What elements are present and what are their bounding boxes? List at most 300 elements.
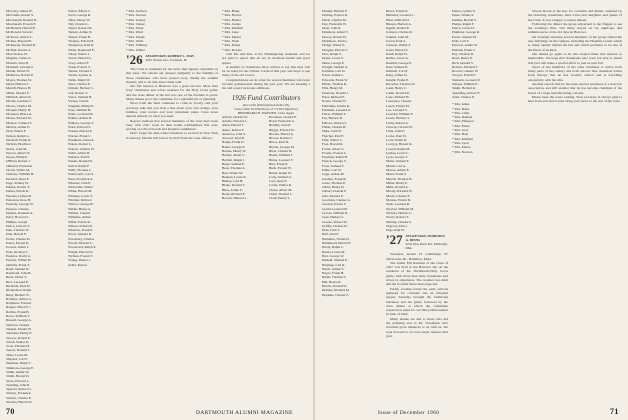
- list-item: Ray, Thomas D.: [452, 51, 474, 56]
- list-item: McDonald, Stewart: [6, 30, 33, 35]
- list-item: Boyd, Frederick S.: [269, 118, 295, 123]
- class-year: '26: [126, 51, 143, 67]
- paragraph: News of the members of the class continues to arrive from many parts of the country and from abroad. One classmate writes from Europe that he has recently retired and is travelling extensively with his wife.: [528, 64, 622, 82]
- list-item: Turner, Lyman A.: [68, 73, 93, 78]
- list-item: Bowen, Herbert L.: [222, 196, 248, 201]
- list-item: Taber, Henry W.: [68, 17, 91, 22]
- list-item: * Mrs. Kimball: [452, 136, 473, 141]
- list-item: Wright, Harold W.: [68, 249, 94, 254]
- list-item: Marshall, Lawrence: [6, 64, 34, 69]
- list-item: Mitchell, Albert R.: [6, 94, 32, 99]
- list-item: Fletcher, Paul E.: [322, 133, 345, 138]
- list-item: Gould, Leonard H.: [322, 206, 348, 211]
- list-item: Mills, Donald A.: [386, 185, 409, 190]
- list-item: Lane, Richard H.: [386, 94, 410, 99]
- list-item: Welch, Ralph F.: [68, 163, 90, 168]
- fund-subtitle-1: plus Gifts (Participation Index 93): [242, 102, 290, 107]
- list-item: Wilcox, George B.: [68, 202, 94, 207]
- list-item: Graves, William R.: [322, 210, 349, 215]
- paragraph: On Saturday morning several members of the group visited the new buildings on the campus, including the Hopkins Center which is rising rapidly behind the Inn and which promises to be one of the finest of its kind.: [528, 34, 622, 52]
- list-item: Sawyer, Robert E.: [6, 335, 31, 340]
- list-item: Clark, Henry S.: [269, 196, 291, 201]
- paragraph: Reports indicate that several members of the class have been busy with civic work in their home communities this year, serving on school boards and hospital committees.: [126, 118, 218, 132]
- list-item: White, Harold M.: [68, 189, 93, 194]
- list-item: Thomas, Edwin H.: [68, 39, 94, 44]
- class-heading-1927: [386, 234, 448, 251]
- list-item: Platt, Harold F.: [6, 232, 27, 237]
- list-item: Packard, Dean E.: [6, 176, 30, 181]
- list-item: Ames, Robert F.: [222, 127, 245, 132]
- list-item: Fellows, Robert S.: [322, 120, 348, 125]
- list-item: Vance, Samuel B.: [68, 94, 93, 99]
- left-class-1926-column: [126, 9, 218, 405]
- list-item: Little, John E.: [386, 129, 406, 134]
- list-item: Dean, John R.: [322, 26, 342, 31]
- list-item: * Mrs. Ward: [126, 30, 143, 35]
- list-item: Eastman, Carl D.: [322, 69, 346, 74]
- list-item: Chase, Albert M.: [269, 187, 293, 192]
- list-item: Page, Paul H.: [386, 228, 405, 233]
- list-item: Morgan, Henry H.: [6, 107, 31, 112]
- list-item: Drake, Lewis S.: [322, 56, 344, 61]
- class-year: '27: [386, 232, 403, 248]
- list-item: Hubbard, Leonard C.: [386, 13, 415, 18]
- list-item: Stark, Charles E.: [452, 94, 475, 99]
- list-item: Brown, Robert C.: [269, 136, 294, 141]
- list-item: Macdonald, Ronald D.: [6, 17, 37, 22]
- right-class-notes-column: [528, 9, 622, 405]
- list-item: Merrill, Thomas H.: [386, 176, 413, 181]
- list-item: McKenzie, Donald R.: [6, 43, 36, 48]
- list-item: Roberts, Richard T.: [452, 64, 479, 69]
- list-item: Bush, Everett H.: [269, 166, 292, 171]
- list-item: Burke, William J.: [269, 153, 293, 158]
- fund-contributors-title: 1926 Fund Contributors: [231, 93, 301, 102]
- list-item: Atwood, Paul R.: [222, 136, 245, 141]
- class-secretary: SECRETARY, ROBERT L. MAY: [145, 53, 195, 58]
- list-item: Bates, Samuel P.: [222, 161, 245, 166]
- list-item: Moody, Richard W.: [386, 189, 413, 194]
- list-item: Willard, Chester: [68, 210, 91, 215]
- list-item: Child, Thomas L.: [269, 191, 293, 196]
- list-item: * Mrs. Nash: [222, 39, 239, 44]
- list-item: Morrison, Bruce A.: [6, 112, 33, 117]
- list-item: Elliott, Thomas R.: [322, 82, 347, 87]
- list-item: Bliss, Arthur F.: [222, 187, 243, 192]
- list-item: Olmsted, Frederick: [6, 163, 33, 168]
- list-item: Willis, Edwin R.: [68, 219, 91, 224]
- list-item: Estes, Richard F.: [322, 94, 345, 99]
- right-names-column-1: [322, 9, 382, 405]
- list-item: Scott, Thomas H.: [6, 344, 30, 349]
- list-item: Porter, Samuel M.: [452, 34, 477, 39]
- list-item: * Mrs. Mason: [222, 34, 241, 39]
- list-item: Sutton, Elbert C.: [68, 9, 91, 13]
- list-item: Norton, Albert W.: [6, 150, 31, 155]
- list-item: Harris, Lewis M.: [322, 249, 346, 254]
- list-item: * Mrs. Parker: [222, 43, 241, 48]
- list-item: Knowles, Thomas W.: [386, 82, 416, 87]
- list-item: Lovejoy, Harold D.: [386, 142, 413, 147]
- list-item: Maguire, James A.: [6, 56, 32, 61]
- list-item: Frost, Samuel T.: [322, 163, 345, 168]
- fund-list-left: [222, 115, 263, 201]
- list-item: * Mrs. Wells: [126, 39, 144, 44]
- paragraph: Please keep the notes coming. Your secretary is always glad to hear from you and to pass along your news to the rest of the class.: [528, 94, 622, 104]
- list-item: * Mrs. Morse: [452, 145, 471, 150]
- list-item: Walker, Arthur R.: [68, 116, 93, 121]
- list-item: Osborne, William H.: [6, 172, 35, 177]
- list-item: * Mrs. Lyon: [452, 140, 469, 145]
- list-item: Kendall, George E.: [386, 60, 413, 65]
- list-item: Bartlett, Ralph J.: [222, 157, 245, 162]
- list-item: Lyon, George T.: [386, 155, 408, 160]
- fund-contributors-list: [222, 115, 310, 201]
- list-item: Pike, Thomas W.: [6, 228, 30, 233]
- list-item: Tyler, Charles E.: [68, 82, 91, 87]
- list-item: Gardner, Frank R.: [322, 176, 347, 181]
- list-item: Saunders, Henry P.: [6, 331, 32, 336]
- paragraph: Treasurer, Robert H. Cummings, 87 Silverstone Dr., Hamilton, Mass.: [386, 252, 448, 261]
- list-item: Edwards, Frank W.: [322, 77, 348, 82]
- list-item: Stearns, Charles P.: [6, 395, 32, 400]
- paragraph: The Class is saddened by the news that appears elsewhere in this issue. We extend our deepest sympathy to the families of those classmates who have passed away during the autumn months, and to all who knew them well.: [126, 66, 218, 84]
- list-item: Hussey, Herbert A.: [386, 21, 412, 26]
- list-item: Whitcomb, Walter: [68, 185, 93, 190]
- list-item: Dewey, Robert H.: [322, 34, 347, 39]
- list-item: McKee, Bayard H.: [6, 39, 32, 44]
- list-item: Hammond, Harold E.: [322, 241, 352, 246]
- list-item: Weeks, Donald R.: [68, 159, 93, 164]
- class-heading-1926: [126, 51, 218, 67]
- list-item: Lyman, Lewis C.: [386, 150, 410, 155]
- memorial-list-2: [222, 9, 310, 52]
- class-secretary-address: 4901 Warren Ave., Evanston, Ill.: [145, 57, 188, 62]
- list-item: Hopkins, Chester F.: [322, 292, 349, 297]
- list-item: Nichols, Herbert C.: [386, 210, 413, 215]
- paragraph: The fourth Fall Reunion of the Class of 1927 was held at the Hanover Inn on the weekend of the Dartmouth–Holy Cross game, with more than sixty classmates and wives in attendance. The weather was kind and the football better than expected.: [386, 260, 448, 287]
- list-item: Butler, Ralph W.: [269, 170, 292, 175]
- list-item: Peabody, George W.: [6, 202, 34, 207]
- list-item: Miller, Donald E.: [6, 90, 30, 95]
- list-item: Waters, Robert L.: [68, 142, 92, 147]
- list-item: * Mrs. Lane: [222, 30, 239, 35]
- list-item: Greene, Robert W.: [322, 219, 348, 224]
- list-item: Jones, Harold T.: [386, 47, 409, 52]
- list-item: Fiske, John W.: [322, 129, 342, 134]
- list-item: O'Brien, Robert J.: [6, 159, 31, 164]
- list-item: Cady, Samuel G.: [269, 174, 292, 179]
- list-item: Tobey, Walter J.: [68, 51, 90, 56]
- list-item: Zeller, Paul A.: [68, 262, 88, 267]
- list-item: West, Frederick A.: [68, 176, 94, 181]
- list-item: Howe, Edwin P.: [386, 9, 408, 13]
- left-page-footer: DARTMOUTH ALUMNI MAGAZINE: [196, 410, 293, 416]
- list-item: Ingalls, Robert E.: [386, 26, 410, 31]
- list-item: Barnes, Henry W.: [222, 149, 247, 154]
- list-item: Hill, Henry R.: [322, 279, 342, 284]
- list-item: Vose, William H.: [68, 107, 92, 112]
- list-item: Norris, Robert T.: [386, 215, 409, 220]
- list-item: Sargent, Daniel W.: [6, 326, 32, 331]
- list-item: Woodbury, Charles: [68, 236, 95, 241]
- left-names-column-2: [68, 9, 124, 405]
- list-item: * Mrs. Tenney: [126, 17, 146, 22]
- list-item: Seaver, Donald J.: [6, 348, 30, 353]
- list-item: Eaton, Arthur L.: [322, 73, 345, 78]
- list-item: Jackson, Charles R.: [386, 30, 413, 35]
- list-item: Page, Stanley W.: [6, 180, 29, 185]
- paragraph: Many thanks are due to those who did the planning and to the classmates who travelled great distances to be with us. We look forward to an even larger turnout next year.: [386, 316, 448, 338]
- list-item: Pearson, Charles: [6, 206, 29, 211]
- list-item: Towle, Harold G.: [68, 56, 92, 61]
- list-item: Flint, Walter C.: [322, 137, 343, 142]
- list-item: Plummer, George R.: [452, 30, 480, 35]
- list-item: Morse, Chester E.: [386, 193, 411, 198]
- list-item: Robinson, Edward: [6, 301, 32, 306]
- list-item: Hayes, Frank H.: [322, 271, 345, 276]
- class-notes-1927: [386, 252, 448, 338]
- list-item: Putnam, Frank C.: [452, 47, 476, 52]
- list-item: Perry, Howard L.: [6, 215, 30, 220]
- list-item: Buck, Chester R.: [269, 149, 293, 154]
- list-item: Potter, Everett R.: [6, 241, 30, 246]
- list-item: Moses, Edward W.: [6, 116, 32, 121]
- fund-list-right: [269, 115, 310, 201]
- list-item: Moore, Charles M.: [6, 103, 32, 108]
- list-item: Smith, Harold D.: [6, 374, 30, 379]
- list-item: Bond, Richard E.: [222, 191, 246, 196]
- list-item: Shaw, Lewis M.: [6, 352, 29, 357]
- list-item: Ward, Edward S.: [68, 125, 92, 130]
- paragraph: Another reports that he has been elected president of a state bar association, and still another that he has become chairman of the board of a large manufacturing concern.: [528, 82, 622, 95]
- list-item: Jewett, Paul S.: [386, 39, 406, 44]
- list-item: Nash, Leonard R.: [386, 202, 410, 207]
- list-item: Young, Daniel J.: [68, 258, 91, 263]
- list-item: Burt, Frank E.: [269, 161, 289, 166]
- list-item: Maccracken, H.: [6, 51, 28, 56]
- list-item: Gray, Herbert S.: [322, 215, 345, 220]
- list-item: Gile, Richard P.: [322, 193, 344, 198]
- list-item: Rand, Samuel D.: [6, 266, 30, 271]
- list-item: Trask, Everett S.: [68, 64, 91, 69]
- list-item: Baker, George E.: [222, 144, 246, 149]
- list-item: Haskell, Samuel E.: [322, 258, 348, 263]
- list-item: Moody, Gardner C.: [6, 99, 33, 104]
- paragraph: Don't forget the mid-winter luncheon to be held in New York in January. Details will follow by mail from the class officers.: [126, 131, 218, 140]
- list-item: Reed, Henry E.: [452, 56, 473, 61]
- list-item: Hardy, Ralph C.: [322, 245, 344, 250]
- list-item: * Mrs. Jordan: [222, 21, 241, 26]
- list-item: Sawyer, Edwin F.: [452, 73, 476, 78]
- paragraph: Our fall reunion at Hanover was a great success. More than forty classmates and wives returned for the Holy Cross game, and the class dinner at the Inn was one of the liveliest in years. Many thanks go to the committee for a splendid job of planning.: [126, 84, 218, 102]
- list-item: Reed, Walter S.: [6, 275, 28, 280]
- list-item: Leach, Edwin M.: [386, 103, 410, 108]
- list-item: Wilson, Robert D.: [68, 223, 93, 228]
- list-item: Fisher, Charles B.: [322, 125, 347, 130]
- list-item: Phillips, Joseph: [6, 219, 28, 224]
- list-item: Sleeper, William E.: [452, 82, 479, 87]
- list-item: Washburn, Dean A.: [68, 137, 95, 142]
- list-item: Snow, Edward L.: [6, 378, 30, 383]
- list-item: King, Arthur D.: [386, 73, 408, 78]
- list-item: Wells, Thomas J.: [68, 167, 92, 172]
- list-item: Carter, Walter R.: [269, 183, 292, 188]
- list-item: Hatch, Arthur T.: [322, 266, 345, 271]
- list-item: * Mrs. Wade: [126, 26, 144, 31]
- list-item: Farrar, William T.: [322, 112, 347, 117]
- list-item: Phelps, Ralph F.: [452, 21, 475, 26]
- list-item: Bell, Walter M.: [222, 170, 243, 175]
- list-item: Pratt, Carl T.: [452, 39, 470, 44]
- list-item: Hale, John T.: [322, 228, 340, 233]
- list-item: Schell, Walter D.: [6, 339, 30, 344]
- list-item: Preston, Wilbur H.: [6, 258, 32, 263]
- class-secretary-address: 4232 West River Rd., Pittsburgh, Ohio: [405, 242, 448, 251]
- list-item: * Mrs. Weeks: [126, 34, 145, 39]
- list-item: Bean, Thomas A.: [222, 166, 246, 171]
- list-item: Taft, Charles L.: [68, 21, 90, 26]
- list-item: Rich, Donald S.: [452, 60, 474, 65]
- list-item: Lamb, Donald R.: [386, 90, 410, 95]
- list-item: Swan, George R.: [68, 13, 92, 18]
- list-item: Fay, Herbert D.: [322, 116, 343, 121]
- paragraph: Congratulations are in order for several members who have become grandparents during the past year. We are keeping a list and would welcome additions.: [222, 77, 310, 91]
- list-item: * Mrs. Ames: [452, 102, 470, 107]
- list-item: Keith, Ralph W.: [386, 51, 408, 56]
- list-item: Spalding, John R.: [6, 382, 31, 387]
- list-item: Simmons, George E.: [6, 365, 35, 370]
- list-item: Hall, Paul F.: [322, 232, 339, 237]
- list-item: Shepard, Carl F.: [6, 357, 28, 362]
- list-item: Bowman, Charles E.: [269, 114, 298, 119]
- list-item: Spencer, Robert G.: [6, 387, 32, 392]
- list-item: McCrary, James W.: [6, 9, 33, 13]
- list-item: Williams, Arthur: [68, 215, 91, 220]
- list-item: Webb, Albert H.: [68, 150, 91, 155]
- list-item: * Mrs. Clark: [452, 110, 470, 115]
- class-notes-continued: [222, 52, 310, 91]
- list-item: Gates, Thomas E.: [322, 180, 347, 185]
- list-item: Wilder, Henry A.: [68, 206, 92, 211]
- list-item: Pierce, Lincoln S.: [6, 223, 31, 228]
- list-item: Tenney, Arthur D.: [68, 30, 93, 35]
- list-item: Hart, George W.: [322, 253, 345, 258]
- right-page-footer: Issue of December 1960: [378, 410, 440, 416]
- list-item: Kelley, Lewis A.: [386, 56, 409, 61]
- right-names-list: [452, 9, 524, 99]
- list-item: Prentice, David A.: [6, 253, 31, 258]
- list-item: Merrill, Horace H.: [6, 86, 32, 91]
- list-item: Hastings, Carl R.: [322, 262, 346, 267]
- list-item: Munroe, Samuel T.: [6, 120, 33, 125]
- list-item: Smith, Herbert R.: [452, 86, 477, 91]
- list-item: Upham, Herbert S.: [68, 86, 94, 91]
- list-item: Morton, Edwin D.: [386, 198, 411, 203]
- list-item: * Mrs. Hale: [452, 132, 469, 137]
- list-item: Mead, Frank S.: [386, 172, 407, 177]
- list-item: Kimball, Carl P.: [386, 69, 408, 74]
- list-item: Lincoln, Charles H.: [386, 125, 413, 130]
- list-item: Kent, Samuel R.: [386, 64, 409, 69]
- list-item: Richardson, Ralph: [6, 288, 32, 293]
- list-item: Vaughan, Philip D.: [68, 103, 94, 108]
- list-item: * Mrs. Gray: [452, 128, 469, 133]
- list-item: Briggs, Edward W.: [269, 127, 295, 132]
- list-item: * Mrs. Sanford: [126, 9, 147, 13]
- right-names-column-3: [452, 9, 524, 405]
- list-item: Newton, William M.: [386, 206, 415, 211]
- list-item: Allen, Harold T.: [222, 123, 245, 128]
- list-item: Noble, John M.: [6, 146, 28, 151]
- list-item: Winslow, Frank P.: [68, 228, 93, 233]
- list-item: Marden, John H.: [6, 60, 29, 65]
- list-item: * Mrs. Wilder: [126, 47, 145, 52]
- list-item: Porter, Chester D.: [6, 236, 31, 241]
- list-item: Warner, Harold P.: [68, 129, 92, 134]
- list-item: Woods, Herbert L.: [68, 241, 94, 246]
- list-item: Parsons, Lyman B.: [6, 193, 32, 198]
- list-item: Mead, Herbert C.: [6, 82, 30, 87]
- list-item: Carr, Dean F.: [269, 179, 287, 184]
- memorial-list: [126, 9, 218, 52]
- list-item: Lee, Leonard S.: [386, 107, 408, 112]
- list-item: Locke, Paul W.: [386, 133, 407, 138]
- list-item: Thompson, Paul R.: [68, 43, 95, 48]
- list-item: * Mrs. Turner: [126, 21, 145, 26]
- list-item: Marsh, Carl A.: [386, 163, 407, 168]
- list-item: * Mrs. Powers: [222, 47, 242, 52]
- list-item: Gilbert, Donald F.: [322, 189, 347, 194]
- list-item: Foss, Harold R.: [322, 142, 344, 147]
- list-item: Bishop, Carl H.: [222, 179, 244, 184]
- list-item: Dickinson, Paul G.: [322, 39, 348, 44]
- list-item: Bennett, Lewis R.: [222, 174, 247, 179]
- paragraph: A number of classmates have written to say that they will be on hand for the Winter Carnival this year and hope to see many of the old crowd.: [222, 64, 310, 78]
- list-item: Prescott, Arthur W.: [452, 43, 478, 48]
- list-item: Rice, Leonard E.: [6, 279, 29, 284]
- list-item: Burns, Leonard T.: [269, 157, 294, 162]
- list-item: Freeman, Ralph H.: [322, 155, 348, 160]
- list-item: Mason, Arthur E.: [386, 167, 410, 172]
- list-item: Rowe, William T.: [6, 314, 30, 319]
- right-page-number: 71: [610, 407, 619, 416]
- list-item: Riley, Herbert W.: [6, 292, 30, 297]
- list-item: Gibbs, Henry D.: [322, 185, 345, 190]
- paragraph: with Mr. and Mrs. at the Thanksgiving weekend, and we are glad to report that all are in excellent health and good spirits.: [222, 51, 310, 65]
- list-item: Shattuck, Leonard P.: [452, 77, 480, 82]
- list-item: Miller, Henry P.: [386, 180, 408, 185]
- list-item: McCredie, Robert S.: [6, 13, 35, 18]
- list-item: Dennison, Albert T.: [322, 30, 349, 35]
- list-item: Tucker, Donald C.: [68, 69, 93, 74]
- list-item: * Mrs. Emerson: [452, 119, 474, 124]
- list-item: Varney, John P.: [68, 99, 89, 104]
- list-item: Wallace, George T.: [68, 120, 94, 125]
- fund-subtitle-2: Class Gifts: $7,639.00 (as of 7/1/60 Objective): [234, 106, 298, 111]
- right-class-1927-column: [386, 9, 448, 405]
- list-item: Warren, Frank C.: [68, 133, 92, 138]
- left-fund-column: [222, 9, 310, 405]
- list-item: Bryant, George M.: [269, 144, 295, 149]
- list-item: Bailey, Frank D.: [222, 140, 245, 145]
- class-secretary: SECRETARY, DOREMUS A. BINNS: [405, 234, 445, 243]
- list-item: Lewis, Herbert T.: [386, 116, 410, 121]
- paragraph: Our thanks go again to all who helped make this reunion so memorable. We hope that classmates who were not able to attend this year will make a special effort to join us next fall.: [528, 51, 622, 65]
- list-item: Wade, Leonard M.: [68, 112, 94, 117]
- list-item: Perkins, Harold S.: [452, 17, 477, 22]
- list-item: Parker, Edwin K.: [6, 189, 30, 194]
